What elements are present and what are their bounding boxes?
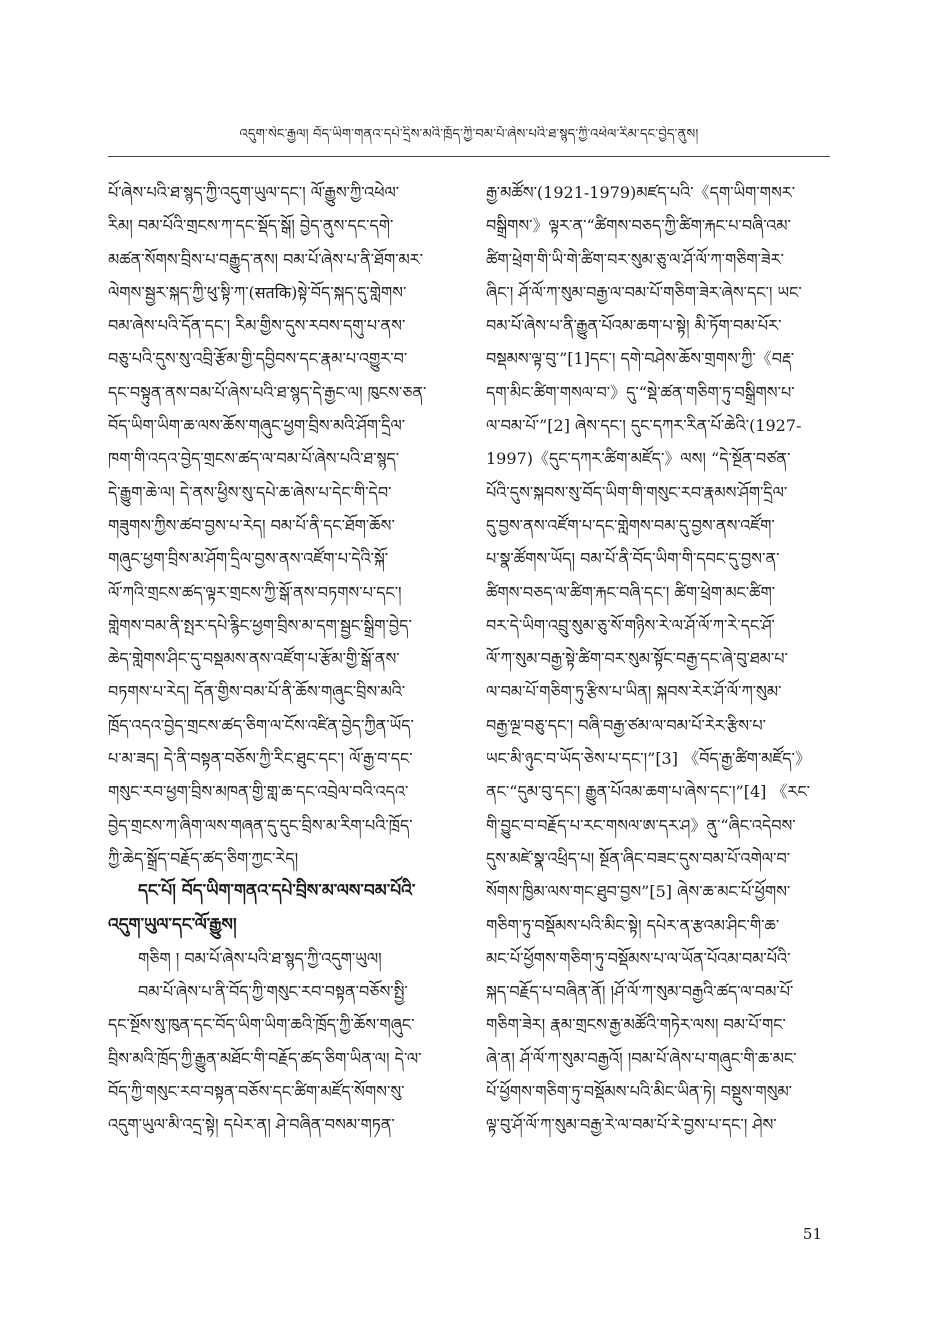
text-line: བོད་ཡིག་ཡིག་ཆ་ལས་ཆོས་གཞུང་ཕྱག་བྲིས་མའི་ཤོག་དྲིལ་ xyxy=(108,416,406,436)
text-line: གསུང་རབ་ཕྱག་བྲིས་མཁན་གྱི་གླ་ཆ་དང་འབྲེལ་བའི་འདའ་ xyxy=(108,782,409,802)
text-line: ཆེད་གླེགས་ཤིང་དུ་བསྡམས་ནས་འཛོག་པ་རྩོམ་གྱི་སྒོ་ནས་ xyxy=(108,649,400,669)
left-column xyxy=(108,176,466,1142)
text-line: ནང་“དུམ་བུ་དང་། རྒྱུན་པོའམ་ཆག་པ་ཞེས་དང་།”[4] 《རང་ xyxy=(486,782,811,802)
text-line: བཅུ་པའི་དུས་སུ་འབྲི་རྩོམ་གྱི་དབྱིབས་དང་རྣམ་པ་འགྱུར་བ་ xyxy=(108,349,408,369)
text-line: འདུག་ཡུལ་མི་འདྲ་སྟེ། དཔེར་ན། ཤེ་བཞིན་བསམ་གཏན་ xyxy=(108,1115,395,1135)
text-line: སྐད་བརྗོད་པ་བཞིན་ནོ། །ཤོ་ལོ་ཀ་སུམ་བརྒྱའི་ཚད་ལ་བམ་པོ་ xyxy=(486,982,794,1002)
text-line: དུ་བྱས་ནས་འཛོག་པ་དང་གླེགས་བམ་དུ་བྱས་ནས་འཛོག་ xyxy=(486,515,775,535)
subsection-heading: གཅིག ། བམ་པོ་ཞེས་པའི་ཐ་སྙད་ཀྱི་འདུག་ཡུལ། xyxy=(138,948,382,968)
running-header: འདུག་སེང་རྒྱལ། བོད་ཡིག་གནའ་དཔེ་དྲིས་མའི་ཁྲོད་ཀྱི་བམ་པོ་ཞེས་པའི་ཐ་སྙད་ཀྱི་འཕེལ་རིམ་དང་བྱེད་ནུས། xyxy=(239,127,699,142)
text-line: བར་དེ་ཡིག་འབྲུ་སུམ་ཅུ་སོ་གཉིས་རེ་ལ་ཤོ་ལོ་ཀ་རེ་དང་ཤོ་ xyxy=(486,615,775,635)
text-line: དག་མིང་ཚིག་གསལ་བ་》དུ་“སྡེ་ཚན་གཅིག་ཏུ་བསྒྲིགས་པ་ xyxy=(486,382,795,402)
text-line: ཡང་མི་ཉུང་བ་ཡོད་ཅེས་པ་དང་།”[3] 《བོད་རྒྱ་ཚིག་མཛོད་》 xyxy=(486,749,811,769)
text-line: བམ་པོ་ཞེས་པ་ནི་རྒྱུན་པོའམ་ཆག་པ་སྟེ། མི་ཏོག་བམ་པོར་ xyxy=(486,316,782,336)
text-line: གི་བྱུང་བ་བརྗོད་པ་རང་གསལ་ཨ་དར་ཤ》ནུ་“ཞིང་འདེབས་ xyxy=(486,815,796,835)
text-line: 1997)《དུང་དཀར་ཚིག་མཛོད་》ལས། “དེ་སྔོན་བཙན་ xyxy=(486,449,791,469)
text-line: བམ་ཞེས་པའི་དོན་དང་། རིམ་གྱིས་དུས་རབས་དགུ་པ་ནས་ xyxy=(108,316,406,336)
text-line: རིམ། བམ་པོའི་གྲངས་ཀ་དང་སྡོད་སྒོ། བྱེད་ནུས་དང་དགེ་ xyxy=(108,216,394,236)
text-line: ཚིག་ཕྲེག་གི་ཡི་གེ་ཚིག་བར་སུམ་ཅུ་ལ་ཤོ་ལོ་ཀ་གཅིག་ཟེར་ xyxy=(486,249,784,269)
text-line: ཞིང་། ཤོ་ལོ་ཀ་སུམ་བརྒྱ་ལ་བམ་པོ་གཅིག་ཟེར་ཞེས་དང་། ཡང་ xyxy=(486,282,802,302)
text-line: པོ་ཞེས་པའི་ཐ་སྙད་ཀྱི་འདུག་ཡུལ་དང་། ལོ་རྒྱུས་ཀྱི་འཕེལ་ xyxy=(108,183,400,202)
section-heading: དང་པོ། བོད་ཡིག་གནའ་དཔེ་བྲིས་མ་ལས་བམ་པོའི་ xyxy=(138,881,416,902)
text-line: ཀྱི་ཆེད་སྒྲོད་བརྗོད་ཚད་ཅིག་ཀྱང་རེད། xyxy=(108,848,299,868)
text-line: རྒྱ་མཚོས་(1921-1979)མཛད་པའི་《དག་ཡིག་གསར་ xyxy=(486,183,796,202)
text-line: བསྒྲིགས་》ལྟར་ན་“ཚིགས་བཅད་ཀྱི་ཚིག་རྐང་པ་བཞི་འམ་ xyxy=(486,216,791,236)
text-line: པ་སྣ་ཚོགས་ཡོད། བམ་པོ་ནི་བོད་ཡིག་གི་དབང་དུ་བྱས་ན་ xyxy=(486,549,780,569)
text-line: ཁག་གི་འདའ་བྱེད་གྲངས་ཚད་ལ་བམ་པོ་ཞེས་པའི་ཐ་སྙད་ xyxy=(108,449,400,469)
text-line: པོའི་དུས་སྐབས་སུ་བོད་ཡིག་གི་གསུང་རབ་རྣམས་ཤོག་དྲིལ་ xyxy=(486,482,788,502)
page-number: 51 xyxy=(802,1225,822,1243)
text-line: ཁྲོད་འདའ་བྱེད་གྲངས་ཚད་ཅིག་ལ་ངོས་འཛིན་བྱེད་ཀྱིན་ཡོད་ xyxy=(108,715,414,735)
text-line: བསྡམས་ལྟ་བུ་”[1]དང་། དགེ་བཤེས་ཆོས་གྲགས་ཀྱི་《བརྡ་ xyxy=(486,349,795,369)
text-line: བཏགས་པ་རེད། དོན་གྱིས་བམ་པོ་ནི་ཆོས་གཞུང་བྲིས་མའི་ xyxy=(108,682,406,702)
text-line: བོད་ཀྱི་གསུང་རབ་བསྟན་བཅོས་དང་ཚིག་མཛོད་སོགས་སུ་ xyxy=(108,1082,405,1102)
text-line: པ་མ་ཟད། དེ་ནི་བསྟན་བཅོས་ཀྱི་རིང་ཐུང་དང་། ལོ་རྒྱ་བ་དང་ xyxy=(108,749,413,769)
text-line: པོ་ཕྱོགས་གཅིག་ཏུ་བསྡོམས་པའི་མིང་ཡིན་ཏེ། བསྡུས་གསུམ་ xyxy=(486,1082,793,1102)
text-line: སོགས་ཁྱིམ་ལས་གང་ཐུབ་བྱས”[5] ཞེས་ཆ་མང་པོ་ཕྱོགས་ xyxy=(486,882,791,902)
text-line: ལེགས་སྦྱར་སྐད་ཀྱི་ཕུ་སྟི་ཀ་(सतकि)སྟེ་བོད་སྐད་དུ་གླེགས་ xyxy=(108,282,407,302)
text-line: ལྟ་བུ་ཤོ་ལོ་ཀ་སུམ་བརྒྱ་རེ་ལ་བམ་པོ་རེ་བྱས་པ་དང་། ཤེས་ xyxy=(486,1115,777,1135)
text-line: གཞུང་ཕྱག་བྲིས་མ་ཤོག་དྲིལ་བྱས་ནས་འཛོག་པ་དེའི་སྐོ་ xyxy=(108,549,389,569)
text-line: དང་བསྟུན་ནས་བམ་པོ་ཞེས་པའི་ཐ་སྙད་དེ་རྒྱང་ལ། ཁུངས་ཅན་ xyxy=(108,382,427,402)
text-line: ལ་བམ་པོ་”[2] ཞེས་དང་། དུང་དཀར་རིན་པོ་ཆེའི་(1927- xyxy=(486,416,802,436)
text-line: ལ་བམ་པོ་གཅིག་ཏུ་རྩིས་པ་ཡིན། སྐབས་རེར་ཤོ་ལོ་ཀ་སུམ་ xyxy=(486,682,782,702)
text-line: གཅིག་ཟེར། རྣམ་གྲངས་རྒྱ་མཚོའི་གཏེར་ལས། བམ་པོ་གང་ xyxy=(486,1015,786,1035)
text-line: བམ་པོ་ཞེས་པ་ནི་བོད་ཀྱི་གསུང་རབ་བསྟན་བཅོས་སྤྱི་ xyxy=(138,982,408,1002)
text-line: བརྒྱ་ལྔ་བཅུ་དང་། བཞི་བརྒྱ་ཙམ་ལ་བམ་པོ་རེར་རྩིས་པ་ xyxy=(486,715,766,735)
text-line: དུས་མཛེ་སྣ་འཕྲིད་པ། སྔོན་ཞིང་བཟང་དུས་བམ་པོ་འགེལ་བ་ xyxy=(486,848,791,868)
section-heading-continued: འདུག་ཡུལ་དང་ལོ་རྒྱུས། xyxy=(108,914,237,935)
text-line: གཟུགས་ཀྱིས་ཚབ་བྱས་པ་རེད། བམ་པོ་ནི་དང་ཐོག་ཆོས་ xyxy=(108,515,395,535)
text-line: བྱེད་གྲངས་ཀ་ཞིག་ལས་གཞན་དུ་དུང་བྲིས་མ་རིག་པའི་ཁྲོད་ xyxy=(108,815,413,835)
right-column xyxy=(486,176,844,1142)
text-line: མང་པོ་ཕྱོགས་གཅིག་ཏུ་བསྡོམས་པ་ལ་ཡོན་པོའམ་བམ་པོའི་ xyxy=(486,948,791,968)
text-line: ལོ་ཀའི་གྲངས་ཚད་ལྟར་གྲངས་ཀྱི་སྒོ་ནས་བཏགས་པ་དང་། xyxy=(108,582,402,602)
text-line: ལོ་ཀ་སུམ་བརྒྱ་སྟེ་ཚིག་བར་སུམ་སྟོང་བརྒྱ་དང་ཞེ་བུ་ཐམ་པ་ xyxy=(486,649,788,669)
text-line: བྲིས་མའི་ཁྲོད་ཀྱི་རྒྱུན་མཐོང་གི་བརྗོད་ཚད་ཅིག་ཡིན་ལ། དེ་ལ་ xyxy=(108,1048,422,1068)
text-line: དང་སྔོས་སུ་ཁུན་དང་བོད་ཡིག་ཡིག་ཆའི་ཁྲོད་ཀྱི་ཆོས་གཞུང་ xyxy=(108,1015,415,1035)
text-line: གླེགས་བམ་ནི་སྤར་དཔེ་རྙིང་ཕྱག་བྲིས་མ་དག་སྦྱང་སྒྲིག་བྱེད་ xyxy=(108,615,412,635)
header-rule xyxy=(108,156,830,157)
text-line: གཅིག་ཏུ་བསྡོམས་པའི་མིང་སྟེ། དཔེར་ན་རྩའམ་ཤིང་གི་ཆ་ xyxy=(486,915,780,935)
text-line: དེ་རྒྱུག་ཆེ་ལ། དེ་ནས་ཕྱིས་སུ་དཔེ་ཆ་ཞེས་པ་དེང་གི་དེབ་ xyxy=(108,482,392,502)
text-line: མཚན་སོགས་བྲིས་པ་བརྒྱུད་ནས། བམ་པོ་ཞེས་པ་ནི་ཐོག་མར་ xyxy=(108,249,424,269)
text-line: ཞེ་ན། ཤོ་ལོ་ཀ་སུམ་བརྒྱའོ། །བམ་པོ་ཞེས་པ་གཞུང་གི་ཆ་མང་ xyxy=(486,1048,797,1068)
text-line: ཚིགས་བཅད་ལ་ཚིག་རྐང་བཞི་དང་། ཚིག་ཕྲེག་མང་ཚིག་ xyxy=(486,582,776,602)
